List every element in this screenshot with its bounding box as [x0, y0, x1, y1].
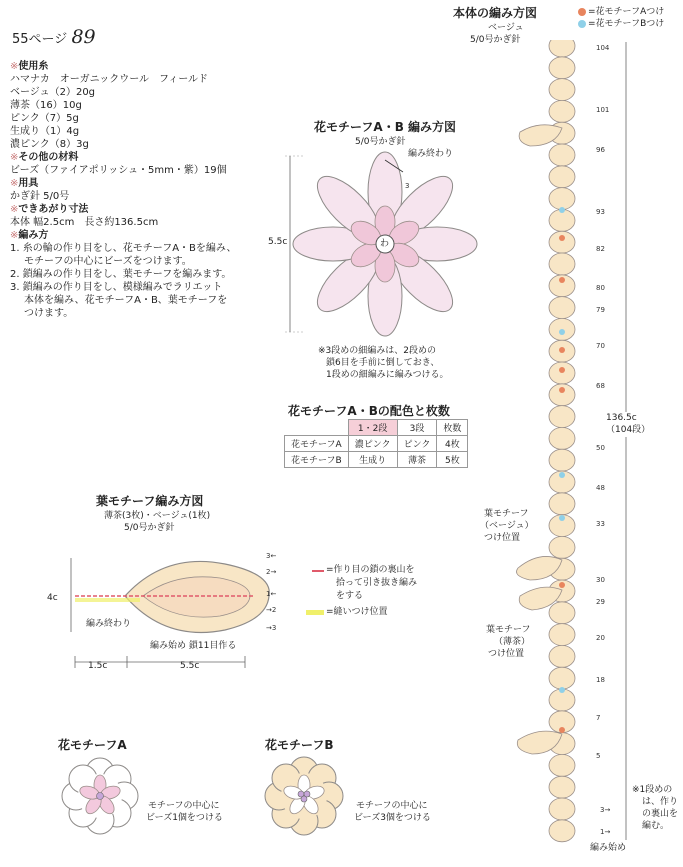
method-step: 2. 鎖編みの作り目をし、葉モチーフを編みます。: [10, 269, 232, 280]
flower-a-title: 花モチーフA: [58, 738, 127, 752]
row-number: 30: [596, 576, 605, 584]
motif-attachment-marker: [559, 207, 565, 213]
body-pattern-shell: [549, 624, 575, 646]
leaf-chart-title: 葉モチーフ編み方図: [96, 494, 204, 508]
leaf-chart-diagram: [45, 550, 275, 675]
body-pattern-shell: [549, 602, 575, 624]
table-cell: 生成り: [348, 452, 397, 468]
body-pattern-shell: [549, 297, 575, 319]
row-number: 93: [596, 208, 605, 216]
flower-size-label: 5.5c: [268, 237, 288, 247]
body-pattern-shell: [549, 57, 575, 79]
method-heading: ※ 編み方: [10, 229, 280, 242]
side-note: 編む。: [642, 821, 670, 831]
page-number: 89: [71, 26, 96, 48]
body-pattern-shell: [549, 645, 575, 667]
row-number: 101: [596, 106, 610, 114]
table-cell: 5枚: [437, 452, 468, 468]
body-chart-title: 本体の編み方図: [453, 6, 538, 20]
leaf-brown-label: （薄茶）: [494, 637, 531, 647]
legend-slip-stitch: =作り目の鎖の裏山を: [326, 565, 415, 575]
row-number: 3→: [600, 806, 611, 814]
flower-b-note: モチーフの中心に: [356, 801, 428, 811]
yarn-heading: ※ 使用糸: [10, 60, 280, 73]
body-chart-diagram: [500, 40, 640, 845]
method-step: モチーフの中心にビーズをつけます。: [24, 256, 192, 267]
flower-a-note: ビーズ1個をつける: [146, 813, 223, 823]
row-number: 20: [596, 634, 605, 642]
body-length: 136.5c: [606, 413, 637, 423]
motif-attachment-marker: [559, 347, 565, 353]
row-number: 18: [596, 676, 605, 684]
body-pattern-shell: [549, 536, 575, 558]
row-number: 7: [596, 714, 601, 722]
size-item: 本体 幅2.5cm 長さ約136.5cm: [10, 217, 159, 228]
leaf-chart-hook: 5/0号かぎ針: [124, 523, 175, 533]
body-pattern-shell: [549, 754, 575, 776]
row-label: 3: [405, 182, 410, 190]
row-mark: 3←: [266, 552, 277, 560]
row-number: 5: [596, 752, 601, 760]
motif-attachment-marker: [559, 687, 565, 693]
flower-a-note: モチーフの中心に: [148, 801, 220, 811]
flower-a-illustration: [60, 756, 140, 836]
row-number: 1→: [600, 828, 611, 836]
size-heading: ※ できあがり寸法: [10, 203, 280, 216]
page-reference: [12, 26, 96, 48]
yarn-item: 濃ピンク（8）3g: [10, 139, 89, 150]
leaf-start-label: 編み始め 鎖11目作る: [150, 641, 237, 651]
side-note: は、作り: [642, 797, 679, 807]
body-pattern-shell: [549, 253, 575, 275]
row-number: 104: [596, 44, 610, 52]
row-number: 48: [596, 484, 605, 492]
flower-a-marker-icon: [578, 8, 586, 16]
leaf-dim-right: 5.5c: [180, 661, 200, 671]
flower-b-title: 花モチーフB: [265, 738, 334, 752]
motif-attachment-marker: [559, 277, 565, 283]
table-header-cell: 枚数: [437, 420, 468, 436]
body-chart-hook: 5/0号かぎ針: [470, 35, 521, 45]
body-pattern-shell: [549, 188, 575, 210]
motif-attachment-marker: [559, 329, 565, 335]
body-pattern-shell: [549, 144, 575, 166]
leaf-height-label: 4c: [47, 593, 58, 603]
yarn-item: ピンク（7）5g: [10, 113, 79, 124]
flower-b-marker-icon: [578, 20, 586, 28]
table-row: [285, 452, 468, 468]
row-number: 80: [596, 284, 605, 292]
flower-chart-title: 花モチーフA・B 編み方図: [314, 120, 457, 134]
body-pattern-shell: [549, 166, 575, 188]
row-number: 70: [596, 342, 605, 350]
leaf-chart-colors: 薄茶(3枚)・ベージュ(1枚): [104, 511, 211, 521]
row-number: 50: [596, 444, 605, 452]
magic-ring-label: わ: [380, 239, 390, 249]
flower-end-label: 編み終わり: [408, 149, 454, 159]
leaf-brown-label: 葉モチーフ: [486, 625, 531, 635]
row-number: 82: [596, 245, 605, 253]
table-cell: 薄茶: [397, 452, 437, 468]
row-number: 79: [596, 306, 605, 314]
row-number: 96: [596, 146, 605, 154]
flower-b-illustration: [262, 754, 346, 838]
row-number: 33: [596, 520, 605, 528]
table-cell: ピンク: [397, 436, 437, 452]
motif-attachment-marker: [559, 367, 565, 373]
body-pattern-shell: [549, 427, 575, 449]
body-pattern-shell: [549, 776, 575, 798]
leaf-beige-label: （ベージュ）: [480, 521, 534, 531]
body-chart-color: ベージュ: [488, 23, 524, 33]
legend-flower-a: =花モチーフAつけ: [578, 6, 664, 19]
table-cell: 4枚: [437, 436, 468, 452]
side-note: ※1段めの: [632, 785, 673, 795]
method-step: 1. 糸の輪の作り目をし、花モチーフA・Bを編み、: [10, 243, 237, 254]
flower-note-line: ※3段めの細編みは、2段めの: [318, 346, 436, 356]
table-header-cell: 3段: [397, 420, 437, 436]
table-row: [285, 436, 468, 452]
legend-slip-stitch: 拾って引き抜き編み: [336, 578, 418, 588]
color-table: [284, 419, 468, 468]
flower-b-note: ビーズ3個をつける: [354, 813, 431, 823]
legend-sewing: =縫いつけ位置: [326, 607, 388, 617]
table-cell: [285, 420, 349, 436]
legend-sewing-swatch: [306, 610, 324, 615]
side-note: の裏山を: [642, 809, 679, 819]
motif-attachment-marker: [559, 515, 565, 521]
yarn-item: 薄茶（16）10g: [10, 100, 82, 111]
yarn-item: 生成り（1）4g: [10, 126, 80, 137]
legend-slip-stitch-swatch: [312, 570, 324, 574]
method-step: 本体を編み、花モチーフA・B、葉モチーフを: [24, 295, 228, 306]
body-pattern-shell: [549, 449, 575, 471]
row-mark: →2: [266, 606, 277, 614]
body-pattern-shell: [549, 493, 575, 515]
body-pattern-shell: [549, 231, 575, 253]
body-pattern-shell: [549, 79, 575, 101]
row-number: 29: [596, 598, 605, 606]
body-pattern-shell: [549, 406, 575, 428]
leaf-brown-label: つけ位置: [488, 649, 525, 659]
materials-section: [10, 60, 280, 320]
flower-chart-hook: 5/0号かぎ針: [355, 137, 406, 147]
body-rows-total: （104段）: [606, 425, 651, 435]
other-materials-heading: ※ その他の材料: [10, 151, 280, 164]
flower-note-line: 1段めの細編みに編みつける。: [326, 370, 449, 380]
yarn-brand: ハマナカ オーガニックウール フィールド: [10, 74, 208, 85]
leaf-end-label: 編み終わり: [86, 619, 132, 629]
color-table-title: 花モチーフA・Bの配色と枚数: [288, 404, 450, 418]
legend-slip-stitch: をする: [336, 591, 364, 601]
motif-attachment-marker: [559, 582, 565, 588]
table-cell: 花モチーフB: [285, 452, 349, 468]
leaf-beige-label: つけ位置: [484, 533, 521, 543]
body-pattern-shell: [549, 667, 575, 689]
legend-flower-b: =花モチーフBつけ: [578, 18, 664, 31]
motif-attachment-marker: [559, 387, 565, 393]
motif-attachment-marker: [559, 727, 565, 733]
flower-note-line: 鎖6目を手前に倒しておき、: [326, 358, 440, 368]
body-pattern-shell: [549, 820, 575, 842]
yarn-item: ベージュ（2）20g: [10, 87, 96, 98]
table-cell: 花モチーフA: [285, 436, 349, 452]
row-mark: 1←: [266, 590, 277, 598]
page-prefix: 55ページ: [12, 32, 68, 47]
method-step: つけます。: [24, 308, 74, 319]
table-header-row: [285, 420, 468, 436]
leaf-dim-left: 1.5c: [88, 661, 108, 671]
body-pattern-shell: [549, 798, 575, 820]
motif-attachment-marker: [559, 472, 565, 478]
tools-item: かぎ針 5/0号: [10, 191, 70, 202]
method-step: 3. 鎖編みの作り目をし、模様編みでラリエット: [10, 282, 223, 293]
tools-heading: ※ 用具: [10, 177, 280, 190]
motif-attachment-marker: [559, 235, 565, 241]
row-mark: →3: [266, 624, 277, 632]
body-pattern-shell: [549, 100, 575, 122]
row-number: 68: [596, 382, 605, 390]
table-header-cell: 1・2段: [348, 420, 397, 436]
leaf-beige-label: 葉モチーフ: [484, 509, 529, 519]
body-start-label: 編み始め: [590, 843, 627, 853]
other-materials-item: ビーズ（ファイアポリッシュ・5mm・紫）19個: [10, 165, 227, 176]
table-cell: 濃ピンク: [348, 436, 397, 452]
body-pattern-shell: [549, 40, 575, 57]
row-mark: 2→: [266, 568, 277, 576]
